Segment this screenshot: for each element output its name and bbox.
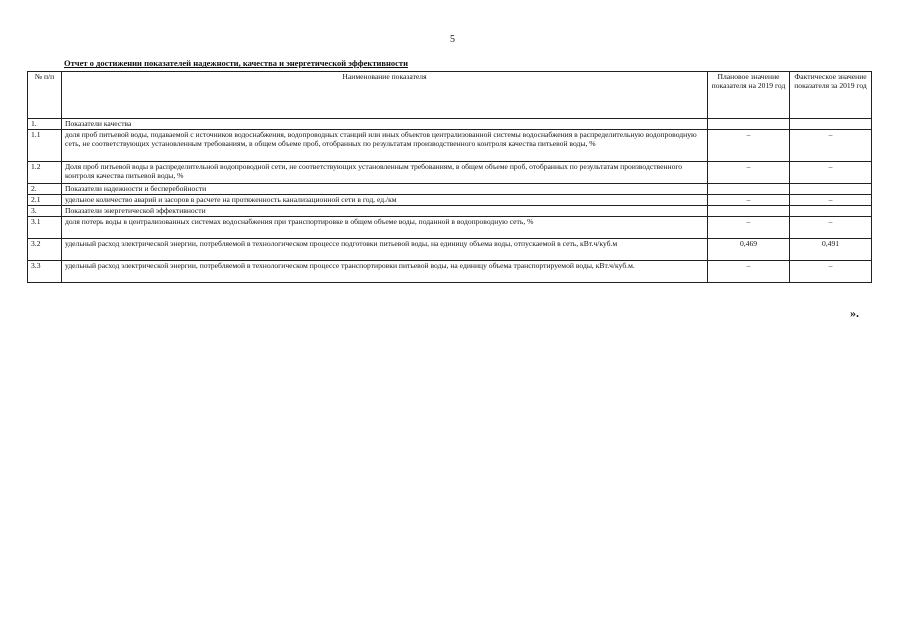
report-title: Отчет о достижении показателей надежности, качества и энергетической эффективности	[64, 58, 408, 68]
row-num: 3.2	[28, 239, 62, 261]
row-fact: –	[790, 261, 872, 283]
row-fact: –	[790, 195, 872, 206]
row-plan: –	[708, 130, 790, 162]
row-num: 3.3	[28, 261, 62, 283]
table-row	[28, 239, 872, 261]
row-name: удельное количество аварий и засоров в расчете на протяженность канализационной сети в год, ед./км	[62, 195, 708, 206]
row-plan	[708, 119, 790, 130]
header-fact: Фактическое значение показателя за 2019 год	[790, 72, 872, 119]
table-row	[28, 195, 872, 206]
header-num: № п/п	[28, 72, 62, 119]
row-plan: –	[708, 217, 790, 239]
row-num: 1.	[28, 119, 62, 130]
row-num: 3.	[28, 206, 62, 217]
row-name: Доля проб питьевой воды в распределительной водопроводной сети, не соответствующих установленным требованиям, в общем объеме проб, отобранных по результатам производственного контроля качества питьевой воды, %	[62, 162, 708, 184]
table-row	[28, 119, 872, 130]
row-num: 3.1	[28, 217, 62, 239]
table-row	[28, 184, 872, 195]
row-num: 1.1	[28, 130, 62, 162]
row-name: доля проб питьевой воды, подаваемой с источников водоснабжения, водопроводных станций или иных объектов централизованной системы водоснабжения в распределительную водопроводную сеть, не соответствующих установленным требованиям, в общем объеме проб, отобранных по результатам производственного контроля качества питьевой воды, %	[62, 130, 708, 162]
row-fact: 0,491	[790, 239, 872, 261]
table-row	[28, 206, 872, 217]
row-fact	[790, 184, 872, 195]
row-fact	[790, 206, 872, 217]
row-plan	[708, 206, 790, 217]
row-name: Показатели энергетической эффективности	[62, 206, 708, 217]
row-name: Показатели надежности и бесперебойности	[62, 184, 708, 195]
row-name: удельный расход электрической энергии, потребляемой в технологическом процессе транспортировки питьевой воды, на единицу объема транспортируемой воды, кВт.ч/куб.м.	[62, 261, 708, 283]
row-plan	[708, 184, 790, 195]
page-number: 5	[450, 34, 455, 45]
header-plan: Плановое значение показателя на 2019 год	[708, 72, 790, 119]
row-plan: –	[708, 261, 790, 283]
row-fact	[790, 119, 872, 130]
row-num: 2.1	[28, 195, 62, 206]
row-num: 2.	[28, 184, 62, 195]
header-name: Наименование показателя	[62, 72, 708, 119]
row-fact: –	[790, 162, 872, 184]
row-name: доля потерь воды в централизованных системах водоснабжения при транспортировке в общем объеме воды, поданной в водопроводную сеть, %	[62, 217, 708, 239]
row-fact: –	[790, 130, 872, 162]
table-row	[28, 217, 872, 239]
row-plan: 0,469	[708, 239, 790, 261]
row-name: Показатели качества	[62, 119, 708, 130]
closing-quote-mark: ».	[850, 306, 859, 320]
table-row	[28, 261, 872, 283]
table-row	[28, 130, 872, 162]
row-plan: –	[708, 195, 790, 206]
table-row	[28, 162, 872, 184]
table-header-row	[28, 72, 872, 119]
row-name: удельный расход электрической энергии, потребляемой в технологическом процессе подготовки питьевой воды, на единицу объема воды, отпускаемой в сеть, кВт.ч/куб.м	[62, 239, 708, 261]
indicators-table	[27, 71, 872, 283]
row-fact: –	[790, 217, 872, 239]
row-num: 1.2	[28, 162, 62, 184]
row-plan: –	[708, 162, 790, 184]
